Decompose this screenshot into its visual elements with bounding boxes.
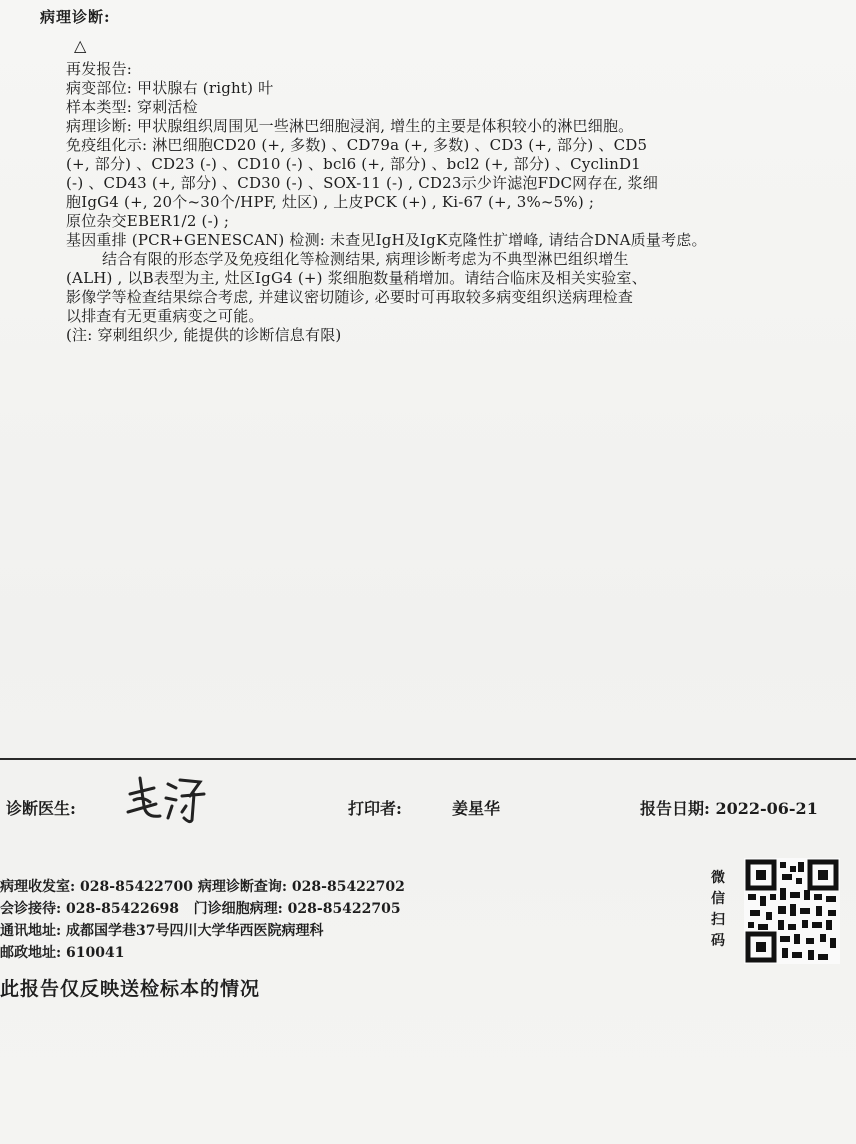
conclusion-line: 结合有限的形态学及免疫组化等检测结果, 病理诊断考虑为不典型淋巴组织增生 xyxy=(102,250,629,268)
conclusion-line: 影像学等检查结果综合考虑, 并建议密切随诊, 必要时可再取较多病变组织送病理检查 xyxy=(66,288,634,306)
contact-line: 邮政地址: 610041 xyxy=(0,945,125,961)
note-line: (注: 穿刺组织少, 能提供的诊断信息有限) xyxy=(66,326,342,344)
printer-name: 姜星华 xyxy=(452,799,501,818)
report-date: 报告日期: 2022-06-21 xyxy=(640,799,818,818)
contact-line: 会诊接待: 028-85422698 门诊细胞病理: 028-85422705 xyxy=(0,901,401,917)
report-line: 病理诊断: 甲状腺组织周围见一些淋巴细胞浸润, 增生的主要是体积较小的淋巴细胞。 xyxy=(66,117,634,135)
printer-label: 打印者: xyxy=(348,799,402,818)
report-line: 再发报告: xyxy=(66,60,133,78)
footer-divider xyxy=(0,758,856,760)
wechat-char: 信 xyxy=(711,891,725,907)
report-line: 基因重排 (PCR+GENESCAN) 检测: 未查见IgH及IgK克隆性扩增峰, 请结合DNA质量考虑。 xyxy=(66,231,707,249)
handwritten-signature-icon xyxy=(120,766,210,826)
report-line: (-) 、CD43 (+, 部分) 、CD30 (-) 、SOX-11 (-) , CD23示少许滤泡FDC网存在, 浆细 xyxy=(66,174,659,192)
report-line: (+, 部分) 、CD23 (-) 、CD10 (-) 、bcl6 (+, 部分) 、bcl2 (+, 部分) 、CyclinD1 xyxy=(66,155,641,173)
wechat-scan-label xyxy=(708,868,728,952)
contact-info xyxy=(0,876,405,964)
conclusion-line: (ALH) , 以B表型为主, 灶区IgG4 (+) 浆细胞数量稍增加。请结合临床及相关实验室、 xyxy=(66,269,647,287)
triangle-mark: △ xyxy=(74,36,87,55)
wechat-char: 扫 xyxy=(711,912,725,928)
report-line: 原位杂交EBER1/2 (-) ; xyxy=(66,212,230,230)
section-title: 病理诊断: xyxy=(40,8,111,26)
report-line: 免疫组化示: 淋巴细胞CD20 (+, 多数) 、CD79a (+, 多数) 、CD3 (+, 部分) 、CD5 xyxy=(66,136,648,154)
wechat-char: 微 xyxy=(711,870,725,886)
contact-line: 病理收发室: 028-85422700 病理诊断查询: 028-85422702 xyxy=(0,879,405,895)
conclusion-line: 以排查有无更重病变之可能。 xyxy=(66,307,264,325)
contact-line: 通讯地址: 成都国学巷37号四川大学华西医院病理科 xyxy=(0,923,324,939)
wechat-char: 码 xyxy=(711,933,725,949)
report-line: 病变部位: 甲状腺右 (right) 叶 xyxy=(66,79,274,97)
disclaimer: 此报告仅反映送检标本的情况 xyxy=(0,978,261,1000)
report-line: 样本类型: 穿刺活检 xyxy=(66,98,198,116)
doctor-label: 诊断医生: xyxy=(6,799,76,818)
report-body xyxy=(66,60,856,345)
report-line: 胞IgG4 (+, 20个~30个/HPF, 灶区) , 上皮PCK (+) , Ki-67 (+, 3%~5%) ; xyxy=(66,193,595,211)
qr-code-icon[interactable] xyxy=(744,858,840,964)
